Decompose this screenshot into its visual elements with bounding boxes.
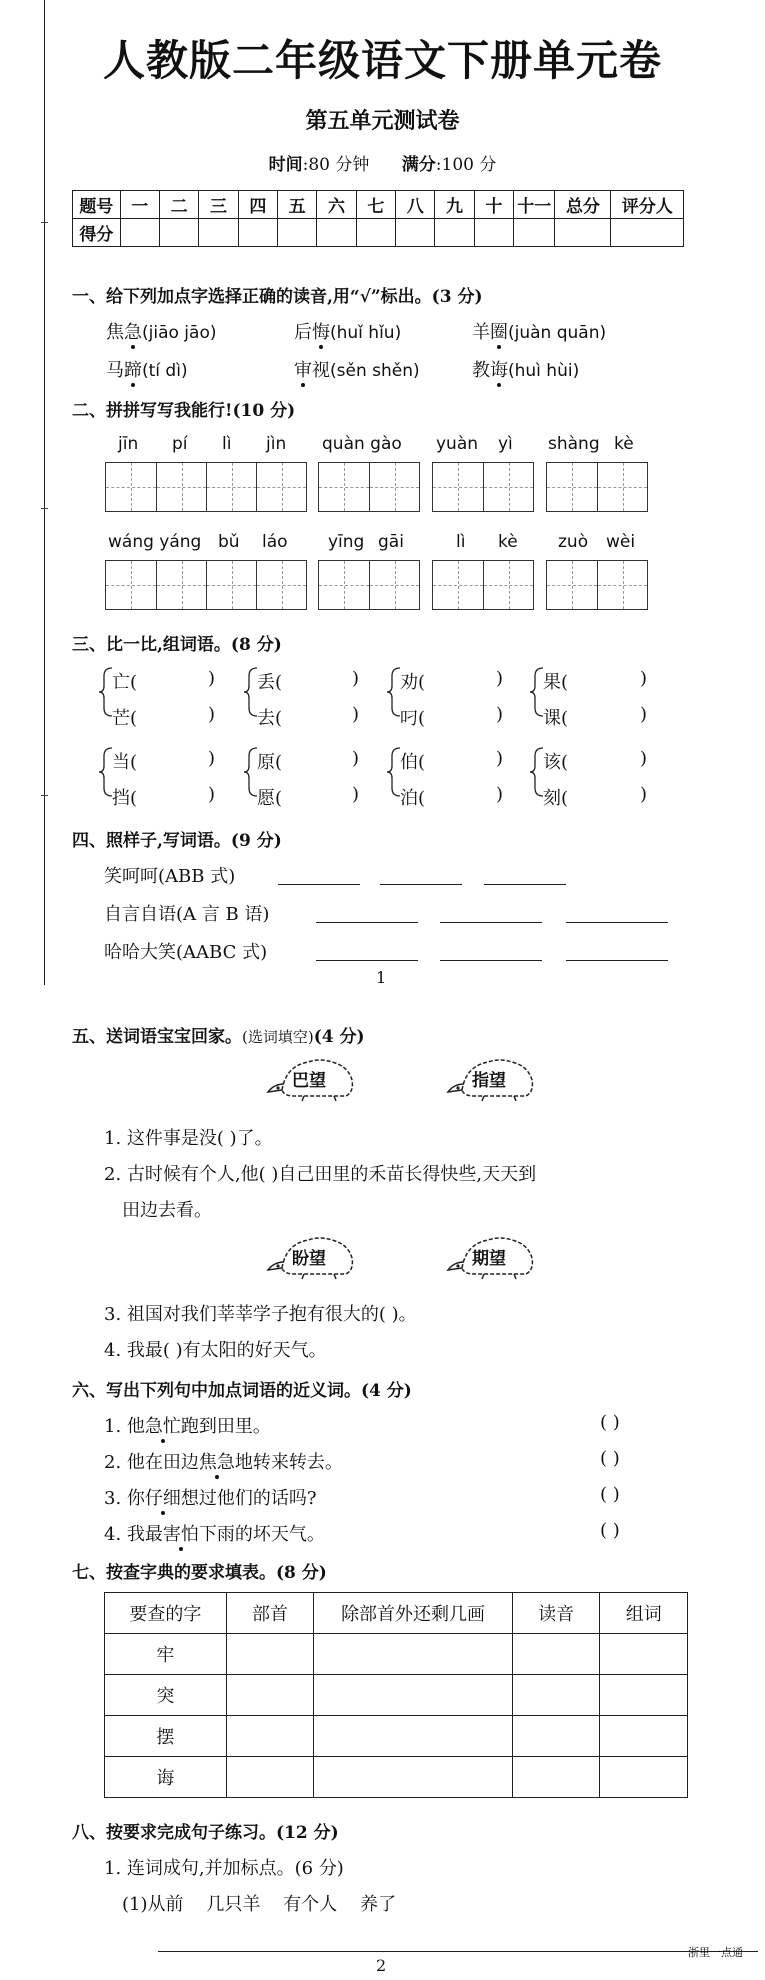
q2-pinyin: jīn [118,434,139,454]
q3-word-prompt[interactable]: 芒( [112,708,138,729]
q6-dotted-word: 害怕 [163,1520,199,1546]
q6-sentence [104,1484,317,1510]
score-input-cell[interactable] [555,219,611,247]
q4-answer-line[interactable] [380,884,462,885]
page-subtitle: 第五单元测试卷 [305,108,460,134]
q3-word-prompt[interactable]: 亡( [112,672,138,693]
q3-word-prompt[interactable]: 挡( [112,788,138,809]
q2-pinyin: yīng [328,532,365,552]
dict-char: 牢 [105,1634,227,1675]
q2-pinyin: gāi [378,532,404,552]
q2-writing-grid[interactable] [105,560,307,610]
word-hedgehog [264,1232,356,1280]
q3-word-prompt[interactable]: 劝( [400,672,426,693]
q5-heading-note: (选词填空) [242,1028,314,1046]
q6-sentence-post: 地转来转去。 [234,1452,343,1473]
q2-writing-grid[interactable] [546,462,648,512]
q6-sentence-pre: 3. 你 [104,1488,145,1509]
dict-answer-cell[interactable] [226,1716,314,1757]
dict-col-header: 读音 [512,1593,600,1634]
hedgehog-word: 期望 [472,1249,506,1269]
dict-char: 诲 [105,1757,227,1798]
q6-sentence-post: 想过他们的话吗? [180,1488,317,1509]
time-label: 时间 [268,155,303,175]
dictionary-table [104,1592,688,1798]
q1-pinyin-options: (juàn quān) [508,323,607,343]
q2-pinyin: láo [262,532,288,552]
q3-word-prompt[interactable]: 伯( [400,752,426,773]
q2-pinyin: wèi [606,532,636,552]
table-row [105,1634,688,1675]
q3-word-prompt[interactable]: 课( [543,708,569,729]
score-table-cell: 评分人 [611,191,684,219]
dict-answer-cell[interactable] [314,1675,513,1716]
q3-close-paren: ) [352,668,360,689]
score-table-cell: 二 [159,191,198,219]
q3-word-prompt[interactable]: 刻( [543,788,569,809]
dict-answer-cell[interactable] [314,1634,513,1675]
q3-close-paren: ) [208,784,216,805]
q3-word-prompt[interactable]: 该( [543,752,569,773]
q6-answer-paren[interactable]: ( ) [600,1520,620,1541]
page-number: 1 [376,968,387,987]
q1-item[interactable] [106,318,216,344]
dict-answer-cell[interactable] [512,1634,600,1675]
q3-word-prompt[interactable]: 泊( [400,788,426,809]
q3-close-paren: ) [496,704,504,725]
q2-writing-grid[interactable] [105,462,307,512]
word-hedgehog [264,1054,356,1102]
q4-answer-line[interactable] [440,960,542,961]
score-table-score-row [73,219,684,247]
q6-dotted-word: 仔细 [145,1484,181,1510]
q6-heading: 六、写出下列句中加点词语的近义词。(4 分) [72,1381,412,1401]
q2-pinyin: kè [498,532,518,552]
q3-word-prompt[interactable]: 原( [257,752,283,773]
q3-word-prompt[interactable]: 去( [257,708,283,729]
score-input-cell[interactable] [317,219,356,247]
q1-dotted-char: 悔 [312,318,330,344]
q4-answer-line[interactable] [484,884,566,885]
score-input-cell[interactable] [120,219,159,247]
q1-dotted-char: 蹄 [124,356,142,382]
q2-pinyin: kè [614,434,634,454]
score-table-cell: 题号 [73,191,121,219]
page-title: 人教版二年级语文下册单元卷 [102,36,662,85]
q1-item[interactable] [106,356,188,382]
q6-sentence [104,1520,325,1546]
q5-heading [72,1022,365,1047]
dict-answer-cell[interactable] [600,1757,688,1798]
score-input-cell[interactable] [435,219,474,247]
q4-example: 自言自语(A 言 B 语) [104,904,270,925]
word-hedgehog [444,1232,536,1280]
dictionary-table-header [105,1593,688,1634]
score-table [72,190,684,247]
dict-answer-cell[interactable] [226,1634,314,1675]
score-input-cell[interactable] [278,219,317,247]
score-row-label: 得分 [73,219,121,247]
score-table-header-row [73,191,684,219]
q1-item-char: 焦 [106,322,124,343]
footer-brand: 浙里一点通 [688,1946,743,1959]
q6-answer-paren[interactable]: ( ) [600,1412,620,1433]
q6-sentence-post: 下雨的坏天气。 [198,1524,325,1545]
score-value: :100 分 [435,155,497,175]
q2-pinyin: quàn gào [322,434,402,454]
q2-writing-grid[interactable] [546,560,648,610]
q1-item[interactable] [472,318,606,344]
q6-sentence-post: 跑到田里。 [180,1416,271,1437]
q2-writing-grid[interactable] [318,462,420,512]
dict-answer-cell[interactable] [512,1716,600,1757]
q3-close-paren: ) [496,748,504,769]
dict-answer-cell[interactable] [226,1757,314,1798]
q6-answer-paren[interactable]: ( ) [600,1448,620,1469]
binding-tick [41,795,48,796]
q6-sentence [104,1448,343,1474]
dict-char: 摆 [105,1716,227,1757]
dict-answer-cell[interactable] [314,1757,513,1798]
q1-pinyin-options: (sěn shěn) [330,361,420,381]
word-hedgehog [444,1054,536,1102]
q1-item-char: 后 [294,322,312,343]
q2-pinyin: jìn [266,434,287,454]
q6-dotted-word: 焦急 [199,1448,235,1474]
q4-answer-line[interactable] [566,922,668,923]
q1-item-char: 视 [312,360,330,381]
score-input-cell[interactable] [611,219,684,247]
q6-answer-paren[interactable]: ( ) [600,1484,620,1505]
q4-answer-line[interactable] [316,960,418,961]
q1-pinyin-options: (tí dì) [142,361,188,381]
q2-pinyin: lì [222,434,232,454]
q1-heading: 一、给下列加点字选择正确的读音,用“√”标出。(3 分) [72,287,483,307]
score-input-cell[interactable] [159,219,198,247]
q5-heading-main: 五、送词语宝宝回家。 [72,1027,242,1047]
score-input-cell[interactable] [396,219,435,247]
q4-answer-line[interactable] [278,884,360,885]
q8-heading: 八、按要求完成句子练习。(12 分) [72,1823,339,1843]
q4-example: 笑呵呵(ABB 式) [104,866,236,887]
q6-sentence-pre: 4. 我最 [104,1524,163,1545]
dict-answer-cell[interactable] [314,1716,513,1757]
hedgehog-word: 指望 [472,1071,506,1091]
score-input-cell[interactable] [199,219,238,247]
q2-pinyin: lì [456,532,466,552]
q3-word-prompt[interactable]: 果( [543,672,569,693]
q3-word-prompt[interactable]: 叼( [400,708,426,729]
q3-close-paren: ) [640,668,648,689]
dict-col-header: 除部首外还剩几画 [314,1593,513,1634]
exam-meta [0,150,765,175]
q6-sentence [104,1412,271,1438]
q3-close-paren: ) [208,668,216,689]
score-table-cell: 十一 [514,191,555,219]
page-number: 2 [376,1956,387,1975]
q1-pinyin-options: (huǐ hǐu) [330,323,402,343]
q1-pinyin-options: (jiāo jāo) [142,323,217,343]
q2-pinyin: pí [172,434,188,454]
q1-dotted-char: 诲 [490,356,508,382]
footer-rule [158,1951,758,1952]
score-input-cell[interactable] [514,219,555,247]
score-table-cell: 十 [474,191,513,219]
table-row [105,1675,688,1716]
dict-answer-cell[interactable] [512,1675,600,1716]
q1-item-char: 羊 [472,322,490,343]
q1-item-char: 教 [472,360,490,381]
score-table-cell: 一 [120,191,159,219]
q2-pinyin: yì [498,434,513,454]
q1-item[interactable] [294,318,401,344]
q3-word-prompt[interactable]: 愿( [257,788,283,809]
q4-answer-line[interactable] [440,922,542,923]
q2-pinyin: wáng yáng [108,532,202,552]
q2-pinyin: zuò [558,532,589,552]
q6-sentence-pre: 1. 他 [104,1416,145,1437]
q8-sentence-words: (1)从前 几只羊 有个人 养了 [122,1894,397,1915]
q4-heading: 四、照样子,写词语。(9 分) [72,831,282,851]
binding-tick [41,508,48,509]
dict-answer-cell[interactable] [600,1634,688,1675]
score-input-cell[interactable] [474,219,513,247]
score-input-cell[interactable] [238,219,277,247]
dict-col-header: 部首 [226,1593,314,1634]
dict-answer-cell[interactable] [226,1675,314,1716]
q2-pinyin: shàng [548,434,600,454]
time-value: :80 分钟 [302,155,370,175]
score-table-cell: 五 [278,191,317,219]
q1-item-char: 马 [106,360,124,381]
q2-writing-grid[interactable] [432,560,534,610]
q4-answer-line[interactable] [316,922,418,923]
q1-dotted-char: 圈 [490,318,508,344]
binding-tick [41,222,48,223]
q3-word-prompt[interactable]: 当( [112,752,138,773]
dict-col-header: 组词 [600,1593,688,1634]
score-table-cell: 总分 [555,191,611,219]
q3-close-paren: ) [496,784,504,805]
q3-close-paren: ) [352,704,360,725]
score-table-cell: 六 [317,191,356,219]
q3-close-paren: ) [208,704,216,725]
q1-dotted-char: 审 [294,356,312,382]
q4-answer-line[interactable] [566,960,668,961]
q3-close-paren: ) [640,748,648,769]
q3-word-prompt[interactable]: 丢( [257,672,283,693]
hedgehog-word: 巴望 [292,1071,326,1091]
score-table-cell: 四 [238,191,277,219]
hedgehog-word: 盼望 [292,1249,326,1269]
q2-writing-grid[interactable] [432,462,534,512]
q3-close-paren: ) [640,784,648,805]
table-row [105,1716,688,1757]
q2-writing-grid[interactable] [318,560,420,610]
q5-heading-points: (4 分) [313,1027,365,1047]
q5-sentence[interactable]: 3. 祖国对我们莘莘学子抱有很大的( )。 [104,1304,417,1325]
table-row [105,1757,688,1798]
q3-close-paren: ) [208,748,216,769]
q2-pinyin: bǔ [218,532,240,552]
q1-pinyin-options: (huì hùi) [508,361,580,381]
q5-sentence-cont: 田边去看。 [122,1200,212,1221]
q3-close-paren: ) [640,704,648,725]
q6-dotted-word: 急忙 [145,1412,181,1438]
dict-answer-cell[interactable] [512,1757,600,1798]
dict-col-header: 要查的字 [105,1593,227,1634]
q5-sentence[interactable]: 2. 古时候有个人,他( )自己田里的禾苗长得快些,天天到 [104,1164,537,1185]
score-label: 满分 [401,155,436,175]
q5-sentence[interactable]: 1. 这件事是没( )了。 [104,1128,273,1149]
q1-item[interactable] [294,356,420,382]
q3-heading: 三、比一比,组词语。(8 分) [72,635,282,655]
dict-answer-cell[interactable] [600,1675,688,1716]
score-input-cell[interactable] [356,219,395,247]
q3-close-paren: ) [352,784,360,805]
q6-sentence-pre: 2. 他在田边 [104,1452,199,1473]
q1-dotted-char: 急 [124,318,142,344]
q1-item[interactable] [472,356,579,382]
score-table-cell: 七 [356,191,395,219]
q7-heading: 七、按查字典的要求填表。(8 分) [72,1563,327,1583]
score-table-cell: 八 [396,191,435,219]
q2-pinyin: yuàn [436,434,479,454]
q3-close-paren: ) [496,668,504,689]
score-table-cell: 三 [199,191,238,219]
score-table-cell: 九 [435,191,474,219]
dict-answer-cell[interactable] [600,1716,688,1757]
binding-margin-line [44,0,45,985]
q2-heading: 二、拼拼写写我能行!(10 分) [72,401,296,421]
q3-close-paren: ) [352,748,360,769]
q5-sentence[interactable]: 4. 我最( )有太阳的好天气。 [104,1340,327,1361]
dict-char: 突 [105,1675,227,1716]
q4-example: 哈哈大笑(AABC 式) [104,942,268,963]
q8-subheading: 1. 连词成句,并加标点。(6 分) [104,1858,344,1879]
